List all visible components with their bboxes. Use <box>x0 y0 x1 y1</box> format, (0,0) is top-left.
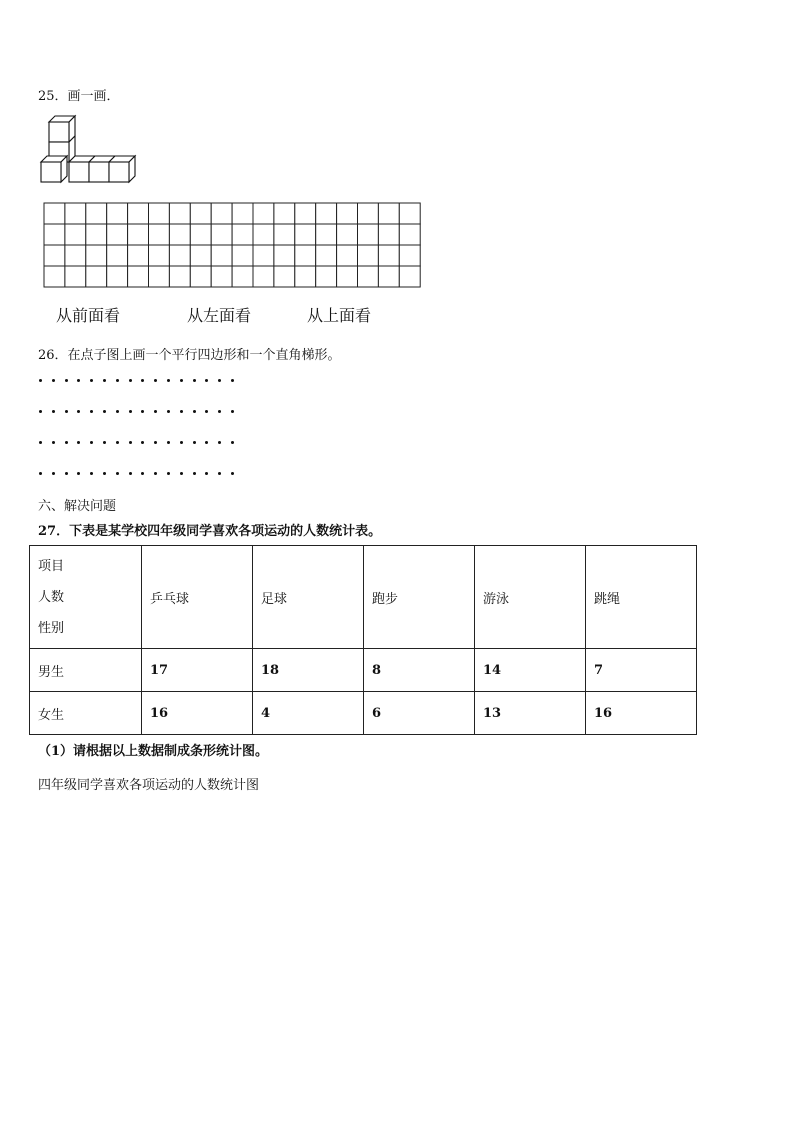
grid-dot[interactable] <box>180 410 183 413</box>
grid-cell[interactable] <box>253 245 274 266</box>
section-title: 六、解决问题 <box>38 499 117 514</box>
grid-cell[interactable] <box>190 266 211 287</box>
table-cell: 8 <box>364 649 475 692</box>
table-cell: 17 <box>142 649 253 692</box>
grid-dot[interactable] <box>39 379 42 382</box>
grid-dot[interactable] <box>129 472 132 475</box>
grid-cell[interactable] <box>399 266 420 287</box>
grid-dot[interactable] <box>129 410 132 413</box>
table-corner-header <box>30 546 142 649</box>
dot-row <box>39 441 239 445</box>
grid-cell[interactable] <box>86 266 107 287</box>
q27-title: 27．下表是某学校四年级同学喜欢各项运动的人数统计表。 <box>38 524 382 539</box>
grid-cell[interactable] <box>44 224 65 245</box>
grid-dot[interactable] <box>90 441 93 444</box>
table-cell: 4 <box>253 692 364 735</box>
grid-dot[interactable] <box>116 441 119 444</box>
row-label: 女生 <box>30 692 142 735</box>
view-label-left: 从左面看 <box>187 306 252 325</box>
grid-dot[interactable] <box>193 410 196 413</box>
grid-cell[interactable] <box>316 245 337 266</box>
grid-dot[interactable] <box>141 410 144 413</box>
grid-cell[interactable] <box>65 224 86 245</box>
grid-cell[interactable] <box>107 203 128 224</box>
grid-dot[interactable] <box>167 472 170 475</box>
column-header: 跑步 <box>364 546 475 649</box>
grid-dot[interactable] <box>154 379 157 382</box>
table-cell: 13 <box>475 692 586 735</box>
grid-cell[interactable] <box>358 224 379 245</box>
grid-dot[interactable] <box>52 379 55 382</box>
grid-dot[interactable] <box>218 410 221 413</box>
grid-cell[interactable] <box>378 245 399 266</box>
grid-cell[interactable] <box>399 224 420 245</box>
grid-cell[interactable] <box>128 203 149 224</box>
grid-dot[interactable] <box>231 472 234 475</box>
grid-dot[interactable] <box>116 472 119 475</box>
grid-dot[interactable] <box>154 472 157 475</box>
table-cell: 7 <box>586 649 697 692</box>
grid-cell[interactable] <box>65 266 86 287</box>
grid-cell[interactable] <box>128 245 149 266</box>
drawing-grid[interactable] <box>43 202 423 290</box>
grid-cell[interactable] <box>399 203 420 224</box>
grid-dot[interactable] <box>231 410 234 413</box>
cube-figure <box>38 112 138 186</box>
grid-cell[interactable] <box>86 224 107 245</box>
table-cell: 16 <box>142 692 253 735</box>
grid-dot[interactable] <box>141 441 144 444</box>
grid-cell[interactable] <box>107 224 128 245</box>
table-cell: 18 <box>253 649 364 692</box>
dot-row <box>39 379 239 383</box>
corner-label-count: 人数 <box>38 589 65 605</box>
grid-cell[interactable] <box>169 224 190 245</box>
table-row <box>30 649 697 692</box>
grid-cell[interactable] <box>169 245 190 266</box>
grid-dot[interactable] <box>167 441 170 444</box>
grid-cell[interactable] <box>169 266 190 287</box>
grid-cell[interactable] <box>253 224 274 245</box>
stats-table <box>29 545 697 735</box>
grid-dot[interactable] <box>218 379 221 382</box>
grid-cell[interactable] <box>253 203 274 224</box>
grid-dot[interactable] <box>52 472 55 475</box>
grid-cell[interactable] <box>107 266 128 287</box>
column-header: 足球 <box>253 546 364 649</box>
table-cell: 14 <box>475 649 586 692</box>
grid-cell[interactable] <box>149 245 170 266</box>
grid-dot[interactable] <box>77 441 80 444</box>
view-label-top: 从上面看 <box>307 306 372 325</box>
grid-dot[interactable] <box>90 472 93 475</box>
grid-dot[interactable] <box>129 379 132 382</box>
grid-dot[interactable] <box>116 379 119 382</box>
grid-dot[interactable] <box>39 441 42 444</box>
grid-dot[interactable] <box>103 410 106 413</box>
view-label-front: 从前面看 <box>56 306 121 325</box>
grid-cell[interactable] <box>295 203 316 224</box>
grid-dot[interactable] <box>39 410 42 413</box>
grid-dot[interactable] <box>180 441 183 444</box>
grid-cell[interactable] <box>378 203 399 224</box>
grid-cell[interactable] <box>190 203 211 224</box>
dot-grid[interactable] <box>39 379 239 479</box>
grid-cell[interactable] <box>337 266 358 287</box>
grid-dot[interactable] <box>103 379 106 382</box>
grid-dot[interactable] <box>205 410 208 413</box>
grid-cell[interactable] <box>211 203 232 224</box>
grid-dot[interactable] <box>141 472 144 475</box>
grid-cell[interactable] <box>86 203 107 224</box>
grid-cell[interactable] <box>107 245 128 266</box>
grid-dot[interactable] <box>116 410 119 413</box>
row-label: 男生 <box>30 649 142 692</box>
grid-dot[interactable] <box>193 441 196 444</box>
grid-cell[interactable] <box>211 245 232 266</box>
grid-dot[interactable] <box>65 472 68 475</box>
grid-dot[interactable] <box>65 379 68 382</box>
grid-cell[interactable] <box>232 224 253 245</box>
grid-dot[interactable] <box>129 441 132 444</box>
grid-cell[interactable] <box>295 245 316 266</box>
grid-cell[interactable] <box>337 203 358 224</box>
grid-cell[interactable] <box>149 266 170 287</box>
column-header: 跳绳 <box>586 546 697 649</box>
corner-label-item: 项目 <box>38 558 65 574</box>
grid-dot[interactable] <box>103 472 106 475</box>
grid-cell[interactable] <box>211 266 232 287</box>
grid-cell[interactable] <box>128 266 149 287</box>
grid-cell[interactable] <box>378 224 399 245</box>
grid-dot[interactable] <box>52 410 55 413</box>
grid-dot[interactable] <box>193 472 196 475</box>
grid-dot[interactable] <box>231 379 234 382</box>
grid-cell[interactable] <box>232 203 253 224</box>
grid-cell[interactable] <box>274 203 295 224</box>
column-header: 游泳 <box>475 546 586 649</box>
grid-cell[interactable] <box>399 245 420 266</box>
grid-cell[interactable] <box>190 224 211 245</box>
grid-dot[interactable] <box>90 410 93 413</box>
column-header: 乒乓球 <box>142 546 253 649</box>
grid-dot[interactable] <box>141 379 144 382</box>
grid-cell[interactable] <box>65 203 86 224</box>
grid-cell[interactable] <box>274 245 295 266</box>
grid-dot[interactable] <box>167 410 170 413</box>
grid-cell[interactable] <box>169 203 190 224</box>
dot-row <box>39 472 239 476</box>
table-row <box>30 692 697 735</box>
grid-cell[interactable] <box>316 266 337 287</box>
grid-dot[interactable] <box>218 472 221 475</box>
grid-cell[interactable] <box>44 245 65 266</box>
grid-cell[interactable] <box>232 245 253 266</box>
grid-dot[interactable] <box>77 379 80 382</box>
q25-title: 25．画一画． <box>38 89 120 104</box>
grid-dot[interactable] <box>52 441 55 444</box>
grid-cell[interactable] <box>211 224 232 245</box>
grid-dot[interactable] <box>39 472 42 475</box>
grid-cell[interactable] <box>358 203 379 224</box>
grid-dot[interactable] <box>154 441 157 444</box>
grid-cell[interactable] <box>274 266 295 287</box>
grid-cell[interactable] <box>316 224 337 245</box>
grid-cell[interactable] <box>337 245 358 266</box>
grid-dot[interactable] <box>231 441 234 444</box>
grid-cell[interactable] <box>316 203 337 224</box>
grid-dot[interactable] <box>205 441 208 444</box>
grid-dot[interactable] <box>154 410 157 413</box>
grid-dot[interactable] <box>167 379 170 382</box>
grid-dot[interactable] <box>77 410 80 413</box>
q27-sub1: （1）请根据以上数据制成条形统计图。 <box>38 744 269 759</box>
grid-cell[interactable] <box>358 245 379 266</box>
grid-cell[interactable] <box>253 266 274 287</box>
q26-title: 26．在点子图上画一个平行四边形和一个直角梯形。 <box>38 348 341 363</box>
table-cell: 6 <box>364 692 475 735</box>
grid-cell[interactable] <box>337 224 358 245</box>
dot-row <box>39 410 239 414</box>
grid-cell[interactable] <box>149 224 170 245</box>
grid-cell[interactable] <box>232 266 253 287</box>
grid-cell[interactable] <box>65 245 86 266</box>
chart-title: 四年级同学喜欢各项运动的人数统计图 <box>38 778 260 793</box>
grid-dot[interactable] <box>180 472 183 475</box>
grid-cell[interactable] <box>295 266 316 287</box>
grid-cell[interactable] <box>44 266 65 287</box>
grid-cell[interactable] <box>149 203 170 224</box>
grid-dot[interactable] <box>180 379 183 382</box>
grid-cell[interactable] <box>86 245 107 266</box>
grid-dot[interactable] <box>65 441 68 444</box>
grid-dot[interactable] <box>218 441 221 444</box>
grid-dot[interactable] <box>90 379 93 382</box>
grid-dot[interactable] <box>65 410 68 413</box>
grid-dot[interactable] <box>77 472 80 475</box>
grid-cell[interactable] <box>358 266 379 287</box>
grid-dot[interactable] <box>103 441 106 444</box>
grid-cell[interactable] <box>295 224 316 245</box>
grid-cell[interactable] <box>274 224 295 245</box>
table-cell: 16 <box>586 692 697 735</box>
grid-cell[interactable] <box>378 266 399 287</box>
grid-dot[interactable] <box>205 472 208 475</box>
grid-dot[interactable] <box>193 379 196 382</box>
grid-cell[interactable] <box>190 245 211 266</box>
grid-cell[interactable] <box>44 203 65 224</box>
grid-dot[interactable] <box>205 379 208 382</box>
corner-label-gender: 性别 <box>38 620 65 636</box>
grid-cell[interactable] <box>128 224 149 245</box>
